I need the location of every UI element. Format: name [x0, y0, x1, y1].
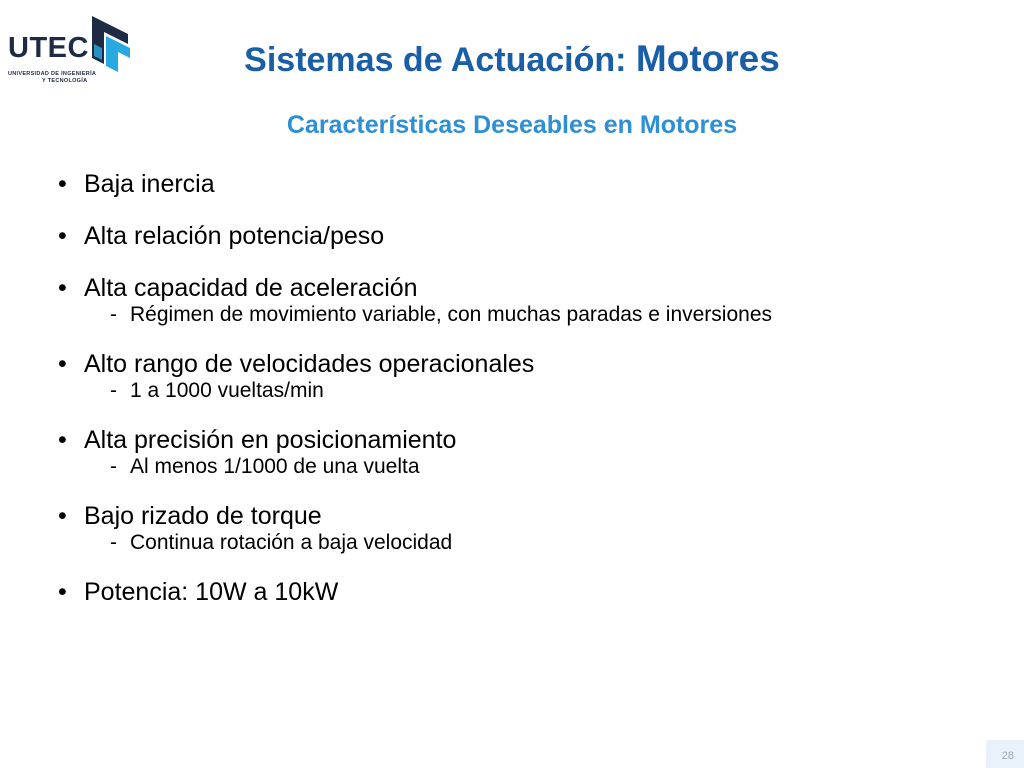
- sub-bullet-item: [84, 453, 998, 481]
- bullet-dot-icon: •: [58, 578, 67, 606]
- bullet-dot-icon: •: [58, 426, 67, 454]
- bullet-text: Bajo rizado de torque: [84, 502, 322, 530]
- slide-title-emphasis: Motores: [635, 38, 780, 79]
- slide-title: [0, 38, 1024, 80]
- sub-bullet-dash-icon: -: [110, 303, 117, 326]
- bullet-text: Alta relación potencia/peso: [84, 222, 385, 250]
- bullet-text: Alta capacidad de aceleración: [84, 274, 418, 302]
- bullet-dot-icon: •: [58, 222, 67, 250]
- bullet-text: Alto rango de velocidades operacionales: [84, 350, 535, 378]
- bullet-dot-icon: •: [58, 350, 67, 378]
- slide-subtitle: Características Deseables en Motores: [286, 111, 738, 139]
- sub-bullet-dash-icon: -: [110, 379, 117, 402]
- bullet-item: [58, 167, 998, 201]
- bullet-dot-icon: •: [58, 502, 67, 530]
- sub-bullet-dash-icon: -: [110, 531, 117, 554]
- bullet-dot-icon: •: [58, 274, 67, 302]
- logo-subtitle-line2: Y TECNOLOGÍA: [42, 78, 88, 84]
- sub-bullet-item: [84, 301, 998, 329]
- sub-bullet-item: [84, 529, 998, 557]
- sub-bullet-item: [84, 377, 998, 405]
- bullet-item: [58, 423, 998, 481]
- logo-wordmark: UTEC: [8, 32, 89, 64]
- bullet-text: Potencia: 10W a 10kW: [84, 578, 339, 606]
- sub-bullet-dash-icon: -: [110, 455, 117, 478]
- sub-bullet-text: Régimen de movimiento variable, con muchas paradas e inversiones: [130, 303, 772, 326]
- logo-subtitle-line1: UNIVERSIDAD DE INGENIERÍA: [8, 71, 97, 77]
- bullet-item: [58, 271, 998, 329]
- bullet-item: [58, 347, 998, 405]
- slide-title-main: Sistemas de Actuación:: [244, 41, 636, 79]
- sub-bullet-text: 1 a 1000 vueltas/min: [130, 379, 324, 402]
- bullet-dot-icon: •: [58, 170, 67, 198]
- bullet-item: [58, 499, 998, 557]
- page-number: 28: [1001, 750, 1014, 762]
- bullet-text: Alta precisión en posicionamiento: [84, 426, 457, 454]
- bullet-item: [58, 219, 998, 253]
- bullet-item: [58, 575, 998, 609]
- bullet-text: Baja inercia: [84, 170, 215, 198]
- bullet-list: [58, 167, 998, 627]
- sub-bullet-text: Continua rotación a baja velocidad: [130, 531, 453, 554]
- sub-bullet-text: Al menos 1/1000 de una vuelta: [130, 455, 420, 478]
